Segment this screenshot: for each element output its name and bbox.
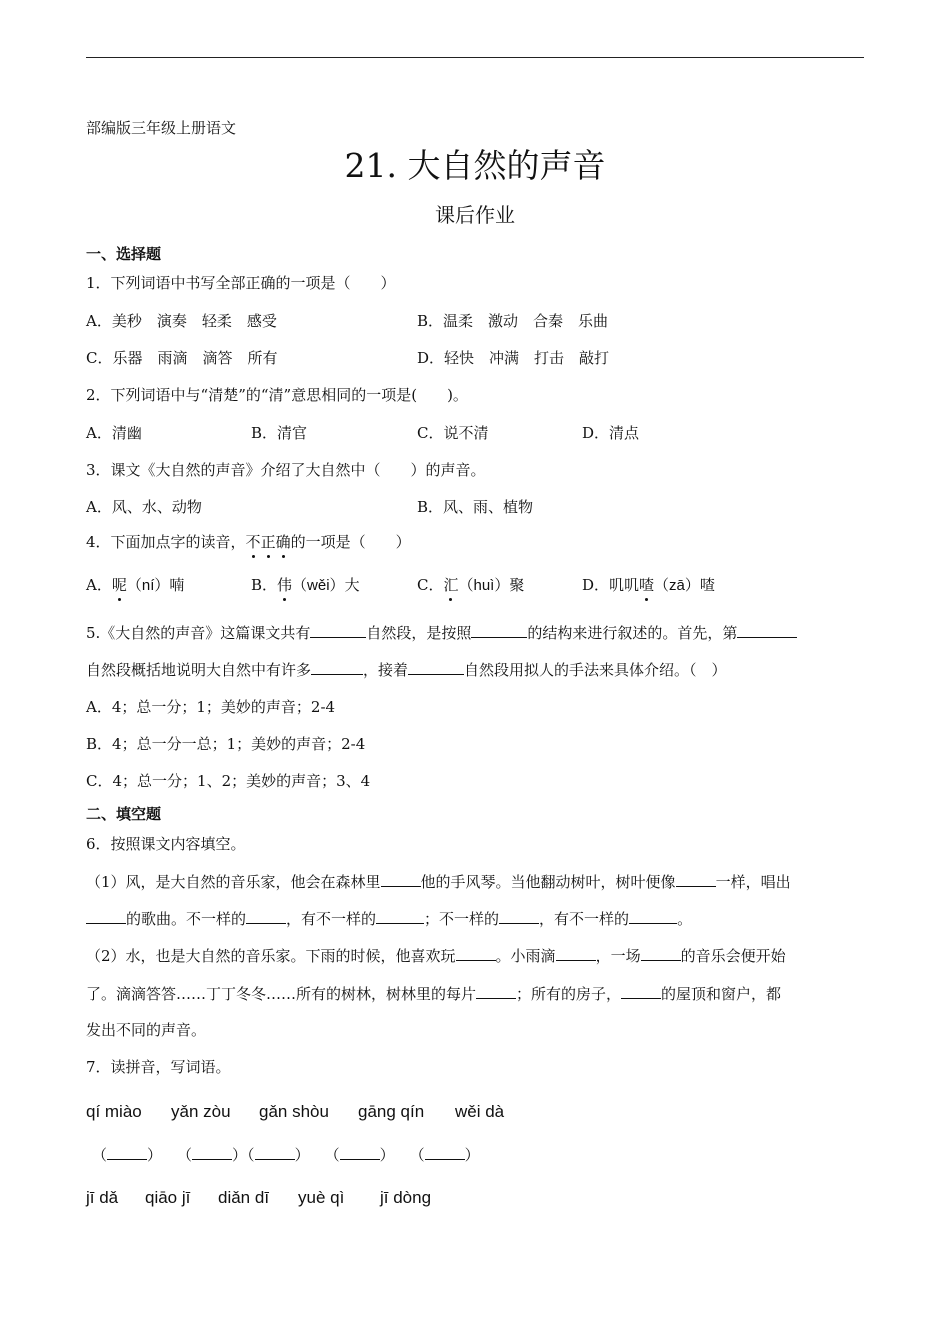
q1-option-c[interactable]: C．乐器 雨滴 滴答 所有 [86,349,278,367]
fill-blank[interactable] [408,659,464,675]
paren: ） [147,1146,163,1164]
q1-option-a[interactable]: A．美秒 演奏 轻柔 感受 [86,312,277,330]
paren: （ [409,1146,425,1164]
q5-text: ，接着 [363,661,409,679]
q6-text: ，一场 [595,947,641,965]
fill-blank[interactable] [556,945,596,961]
option-rest: 喳 [699,576,715,594]
q6-line3 [86,945,786,966]
q4-option-d[interactable] [582,575,715,596]
answer-blank[interactable] [107,1144,147,1160]
paren: （ [177,1146,193,1164]
dotted-char: 喳 [639,576,655,594]
fill-blank[interactable] [456,945,496,961]
q2-stem: 2．下列词语中与“清楚”的“清”意思相同的一项是( )。 [86,386,468,404]
option-letter: C． [417,576,444,594]
q7-stem: 7．读拼音，写词语。 [86,1058,231,1076]
q3-option-b[interactable]: B．风、雨、植物 [417,498,534,516]
paren: （ [92,1146,108,1164]
paren: （ [324,1146,340,1164]
option-rest: 大 [344,576,360,594]
section-heading-choice: 一、选择题 [86,245,162,263]
q5-text: 自然段概括地说明大自然中有许多 [86,661,312,679]
series-label: 部编版三年级上册语文 [86,119,237,137]
q5-text: 5.《大自然的声音》这篇课文共有 [86,624,311,642]
q4-dotted-char: 正 [260,533,276,551]
q1-option-d[interactable]: D．轻快 冲满 打击 敲打 [417,349,610,367]
q3-stem: 3．课文《大自然的声音》介绍了大自然中（ ）的声音。 [86,461,486,479]
fill-blank[interactable] [737,622,797,638]
pinyin: （wěi） [292,577,345,594]
dotted-char: 呢 [111,576,127,594]
q6-text: 了。滴滴答答……丁丁冬冬……所有的树林，树林里的每片 [86,985,477,1003]
fill-blank[interactable] [381,871,421,887]
paren: ） [464,1146,480,1164]
pinyin: （huì） [458,577,510,594]
paren: ） [294,1146,310,1164]
q4-option-c[interactable] [417,575,524,596]
q6-stem: 6．按照课文内容填空。 [86,835,246,853]
q6-text: 。小雨滴 [495,947,556,965]
option-letter: A． [86,576,112,594]
q2-option-b[interactable]: B．清官 [251,424,308,442]
q6-line2 [86,908,692,929]
q5-text: 自然段用拟人的手法来具体介绍。（ ） [464,661,727,679]
pinyin-item: qiāo jī [145,1188,191,1207]
q6-text: ，有不一样的 [286,910,377,928]
fill-blank[interactable] [621,983,661,999]
fill-blank[interactable] [246,908,286,924]
q5-option-c[interactable]: C．4；总一分；1、2；美妙的声音；3、4 [86,772,371,790]
q6-text: 的歌曲。不一样的 [126,910,247,928]
dotted-char: 汇 [443,576,459,594]
q6-line4 [86,983,781,1004]
pinyin-item: gǎn shòu [259,1102,329,1121]
pinyin-item: gāng qín [358,1102,425,1121]
q4-dotted-char: 不 [245,533,261,551]
q3-option-a[interactable]: A．风、水、动物 [86,498,202,516]
q6-text: （1）风，是大自然的音乐家，他会在森林里 [86,873,381,891]
q2-option-c[interactable]: C．说不清 [417,424,489,442]
q5-line2 [86,659,727,680]
q4-option-b[interactable] [251,575,360,596]
q5-option-b[interactable]: B．4；总一分一总；1；美妙的声音；2-4 [86,735,366,753]
pinyin-item: jī dǎ [86,1188,119,1207]
fill-blank[interactable] [499,908,539,924]
page-subtitle: 课后作业 [435,203,515,227]
paren: ）（ [232,1146,255,1164]
pinyin-item: diǎn dī [218,1188,270,1207]
fill-blank[interactable] [86,908,126,924]
pinyin: （ní） [126,577,170,594]
fill-blank[interactable] [376,908,424,924]
q5-line1 [86,622,797,643]
pinyin-item: qí miào [86,1102,142,1121]
q4-option-a[interactable] [86,575,184,596]
answer-blank[interactable] [340,1144,380,1160]
answer-blank[interactable] [425,1144,465,1160]
pinyin-item: yuè qì [298,1188,345,1207]
q4-stem [86,532,411,552]
q5-text: 的结构来进行叙述的。首先，第 [527,624,738,642]
option-letter: B． [251,576,278,594]
fill-blank[interactable] [476,983,516,999]
q6-text: 的屋顶和窗户，都 [661,985,782,1003]
answer-blank[interactable] [192,1144,232,1160]
fill-blank[interactable] [311,659,363,675]
q4-stem-prefix: 4．下面加点字的读音， [86,533,246,551]
section-heading-fill: 二、填空题 [86,805,162,823]
q6-text: 。 [677,910,693,928]
fill-blank[interactable] [676,871,716,887]
q4-stem-suffix: 的一项是（ ） [290,533,411,551]
q6-text: ；所有的房子， [516,985,622,1003]
q6-text: 他的手风琴。当他翻动树叶，树叶便像 [420,873,676,891]
q6-text: ；不一样的 [424,910,500,928]
page-title: 21. 大自然的声音 [344,146,606,185]
q1-stem: 1．下列词语中书写全部正确的一项是（ ） [86,274,396,292]
fill-blank[interactable] [641,945,681,961]
q6-text: 一样，唱出 [715,873,791,891]
pinyin-item: wěi dà [455,1102,505,1121]
pinyin: （zā） [654,577,700,594]
paren: ） [379,1146,395,1164]
q5-option-a[interactable]: A．4；总一分；1；美妙的声音；2-4 [86,698,336,716]
q6-line1 [86,871,791,892]
q2-option-d[interactable]: D．清点 [582,424,640,442]
option-letter: D．叽叽 [582,576,640,594]
q6-text: 的音乐会便开始 [680,947,786,965]
q6-text: （2）水，也是大自然的音乐家。下雨的时候，他喜欢玩 [86,947,456,965]
q6-line5: 发出不同的声音。 [86,1021,207,1039]
q4-dotted-char: 确 [275,533,291,551]
fill-blank[interactable] [310,622,366,638]
option-rest: 聚 [509,576,525,594]
option-rest: 喃 [169,576,185,594]
q5-text: 自然段，是按照 [366,624,472,642]
pinyin-item: yǎn zòu [171,1102,231,1121]
answer-blanks-row [92,1144,480,1165]
pinyin-item: jī dòng [380,1188,432,1207]
header-rule [86,57,864,58]
q2-option-a[interactable]: A．清幽 [86,424,142,442]
q1-option-b[interactable]: B．温柔 激动 合秦 乐曲 [417,312,609,330]
fill-blank[interactable] [629,908,677,924]
dotted-char: 伟 [277,576,293,594]
answer-blank[interactable] [255,1144,295,1160]
fill-blank[interactable] [471,622,527,638]
q6-text: ，有不一样的 [539,910,630,928]
